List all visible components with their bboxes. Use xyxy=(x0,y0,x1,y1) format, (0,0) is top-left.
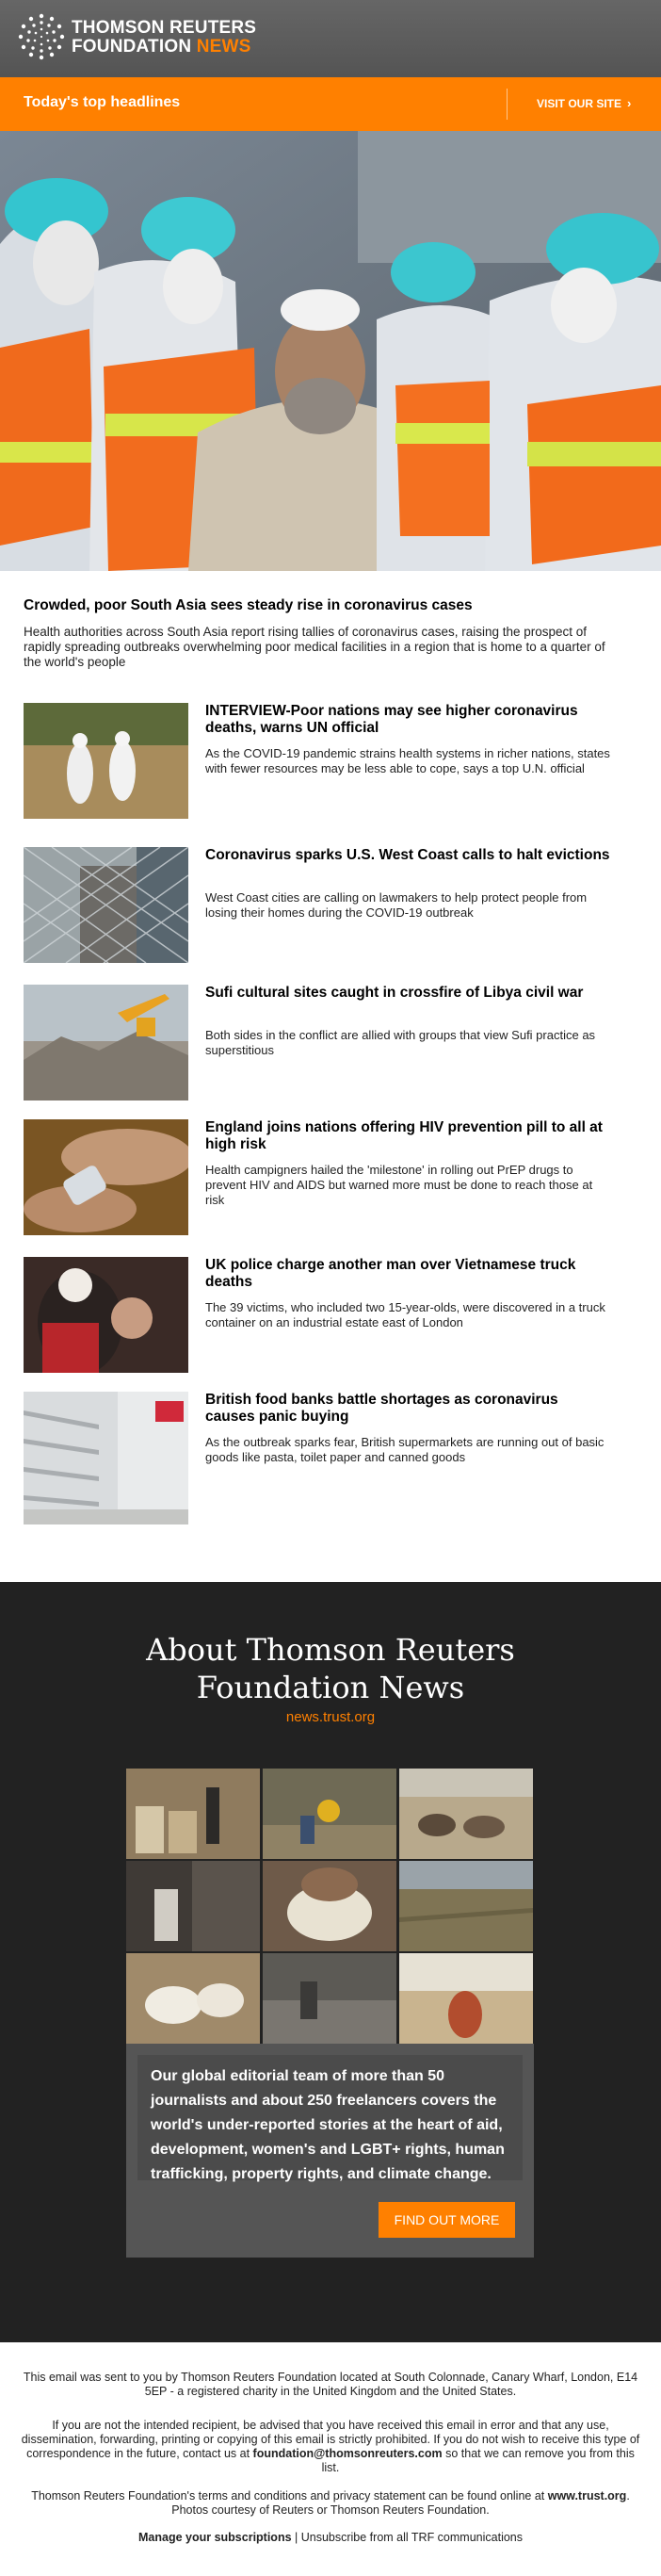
story-title[interactable]: England joins nations offering HIV prevention pill to all at high risk xyxy=(205,1119,603,1152)
collage-photo xyxy=(126,1861,260,1951)
story-item[interactable] xyxy=(24,1257,636,1375)
about-title-line-2: Foundation News xyxy=(196,1670,465,1705)
story-description: West Coast cities are calling on lawmakers to help protect people from losing their homes during the COVID-19 outbreak xyxy=(205,890,588,920)
headline-bar-divider xyxy=(507,89,508,120)
visit-our-site-link[interactable] xyxy=(537,96,631,110)
about-description: Our global editorial team of more than 50 journalists and about 250 freelancers covers the world's under-reported stories at the heart of aid, development, women's and LGBT+ rights, human trafficking, property rights, and climate change. xyxy=(137,2055,523,2180)
email-header xyxy=(0,0,661,77)
footer-link-separator: | xyxy=(291,2531,301,2544)
footer-terms-text-end: . Photos courtesy of Reuters or Thomson Reuters Foundation. xyxy=(171,2489,630,2517)
footer-terms xyxy=(19,2489,642,2518)
story-item[interactable] xyxy=(24,1119,636,1237)
story-description: Both sides in the conflict are allied with groups that view Sufi practice as superstitious xyxy=(205,1028,596,1057)
story-title[interactable]: UK police charge another man over Vietnamese truck deaths xyxy=(205,1257,576,1290)
trust-org-link[interactable]: www.trust.org xyxy=(547,2489,627,2503)
story-description: The 39 victims, who included two 15-year-olds, were discovered in a truck container on an industrial estate east of London xyxy=(205,1300,605,1329)
headline-bar xyxy=(0,77,661,131)
headline-bar-title: Today's top headlines xyxy=(24,94,181,110)
footer-disclaimer xyxy=(19,2419,642,2475)
about-section xyxy=(0,1582,661,2342)
footer-sender-info: This email was sent to you by Thomson Reuters Foundation located at South Colonnade, Canary Wharf, London, E14 5EP - a registered charity in the United Kingdom and the United States. xyxy=(23,2371,638,2398)
visit-our-site-label: VISIT OUR SITE xyxy=(537,97,622,110)
footer-contact-email[interactable]: foundation@thomsonreuters.com xyxy=(252,2447,443,2460)
manage-subscriptions-link[interactable]: Manage your subscriptions xyxy=(138,2531,292,2544)
collage-photo xyxy=(126,1769,260,1859)
story-thumbnail[interactable] xyxy=(24,847,188,963)
story-thumbnail[interactable] xyxy=(24,1119,188,1235)
footer-links xyxy=(0,2531,661,2544)
about-panel xyxy=(126,2044,534,2258)
story-title[interactable]: British food banks battle shortages as coronavirus causes panic buying xyxy=(205,1392,558,1425)
story-item[interactable] xyxy=(24,703,636,821)
story-description: As the COVID-19 pandemic strains health systems in richer nations, states with fewer resources may be less able to cope, says a top U.N. official xyxy=(205,746,610,775)
story-thumbnail[interactable] xyxy=(24,1257,188,1373)
story-description: As the outbreak sparks fear, British supermarkets are running out of basic goods like pasta, toilet paper and canned goods xyxy=(205,1435,605,1464)
brand-logo[interactable] xyxy=(72,19,256,57)
logo-news: NEWS xyxy=(196,37,251,57)
story-title[interactable]: Sufi cultural sites caught in crossfire of Libya civil war xyxy=(205,985,584,1001)
footer-disclaimer-text-end: so that we can remove you from this list. xyxy=(321,2447,635,2474)
lead-story-image[interactable] xyxy=(0,131,661,571)
unsubscribe-link[interactable]: Unsubscribe from all TRF communications xyxy=(300,2531,523,2544)
story-title[interactable]: INTERVIEW-Poor nations may see higher coronavirus deaths, warns UN official xyxy=(205,703,578,736)
about-title xyxy=(0,1631,661,1706)
collage-photo xyxy=(399,1769,533,1859)
story-item[interactable] xyxy=(24,1392,636,1524)
email-footer xyxy=(0,2342,661,2576)
collage-photo xyxy=(263,1769,396,1859)
logo-line-1: THOMSON REUTERS xyxy=(72,18,257,38)
chevron-right-icon: › xyxy=(627,96,632,110)
lead-story-title[interactable]: Crowded, poor South Asia sees steady rise in coronavirus cases xyxy=(24,597,473,613)
story-item[interactable] xyxy=(24,985,636,1102)
story-thumbnail[interactable] xyxy=(24,703,188,819)
collage-photo xyxy=(126,1953,260,2044)
lead-story-description: Health authorities across South Asia report rising tallies of coronavirus cases, raising the prospect of rapidly spreading outbreaks overwhelming poor medical facilities in a region that is home to a quarter of the world's people xyxy=(24,625,605,669)
logo-line-2: FOUNDATION xyxy=(72,37,192,57)
collage-photo xyxy=(399,1861,533,1951)
story-title[interactable]: Coronavirus sparks U.S. West Coast calls to halt evictions xyxy=(205,847,610,863)
photo-collage xyxy=(126,1769,534,2044)
story-thumbnail[interactable] xyxy=(24,985,188,1101)
collage-photo xyxy=(399,1953,533,2044)
hero-photo-health-workers xyxy=(0,131,661,571)
news-site-link[interactable]: news.trust.org xyxy=(285,1709,376,1725)
about-title-line-1: About Thomson Reuters xyxy=(146,1632,515,1668)
story-description: Health campigners hailed the 'milestone' in rolling out PrEP drugs to prevent HIV and AIDS but warned more must be done to reach those at risk xyxy=(205,1163,593,1207)
story-thumbnail[interactable] xyxy=(24,1392,188,1524)
footer-terms-text: Thomson Reuters Foundation's terms and conditions and privacy statement can be found online at xyxy=(31,2489,548,2503)
find-out-more-button[interactable]: FIND OUT MORE xyxy=(379,2202,515,2238)
collage-photo xyxy=(263,1861,396,1951)
trf-dotted-ring-icon xyxy=(17,12,66,61)
story-item[interactable] xyxy=(24,847,636,965)
collage-photo xyxy=(263,1953,396,2044)
footer-disclaimer-text: If you are not the intended recipient, be advised that you have received this email in error and that any use, dissemination, forwarding, printing or copying of this email is strictly prohibited. If you do not wish to receive this type of correspondence in the future, contact us at xyxy=(21,2419,640,2460)
